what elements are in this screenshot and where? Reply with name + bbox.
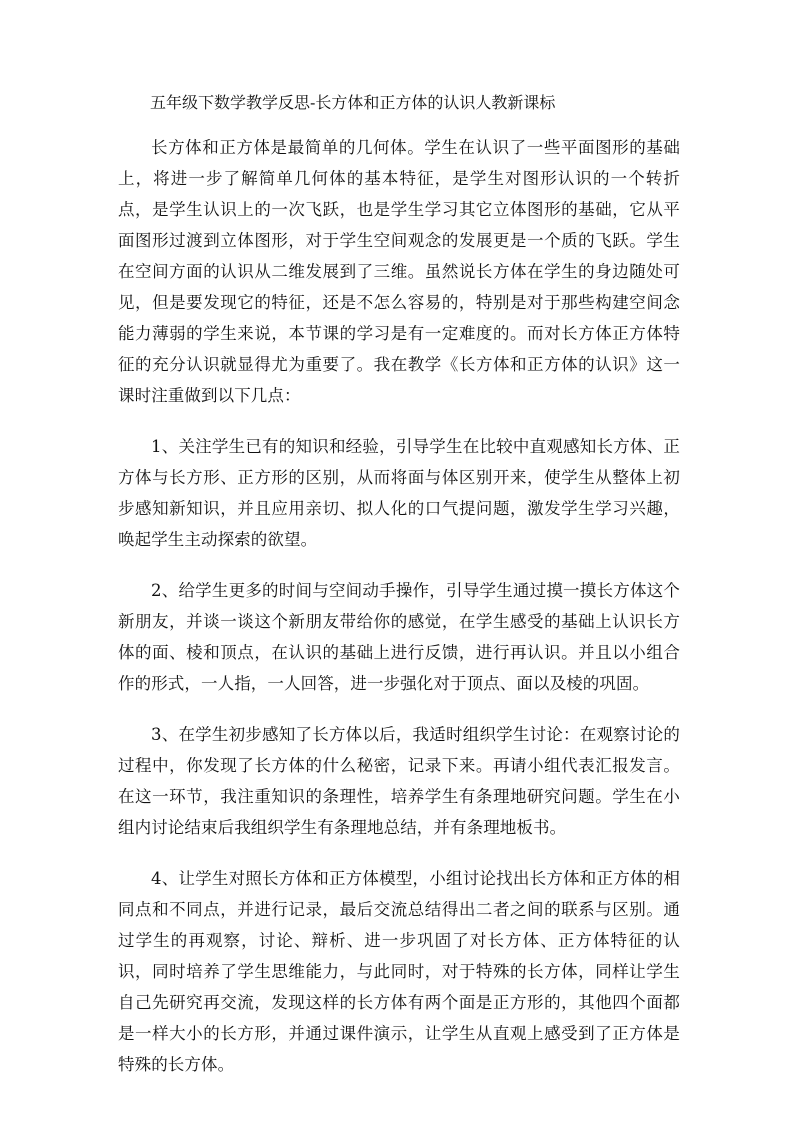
paragraph-point-1: 1、关注学生已有的知识和经验，引导学生在比较中直观感知长方体、正方体与长方形、正方形的区别，从而将面与体区别开来，使学生从整体上初步感知新知识，并且应用亲切、拟人化的口气提问题，激发学生学习兴趣，唤起学生主动探索的欲望。 <box>118 437 680 549</box>
document-title: 五年级下数学教学反思-长方体和正方体的认识人教新课标 <box>150 93 556 112</box>
paragraph-point-2: 2、给学生更多的时间与空间动手操作，引导学生通过摸一摸长方体这个新朋友，并谈一谈这个新朋友带给你的感觉，在学生感受的基础上认识长方体的面、棱和顶点，在认识的基础上进行反馈，进行再认识。并且以小组合作的形式，一人指，一人回答，进一步强化对于顶点、面以及棱的巩固。 <box>118 581 680 693</box>
document-body <box>118 92 680 1080</box>
paragraph-point-4: 4、让学生对照长方体和正方体模型，小组讨论找出长方体和正方体的相同点和不同点，并进行记录，最后交流总结得出二者之间的联系与区别。通过学生的再观察，讨论、辩析、进一步巩固了对长方体、正方体特征的认识，同时培养了学生思维能力，与此同时，对于特殊的长方体，同样让学生自己先研究再交流，发现这样的长方体有两个面是正方形的，其他四个面都是一样大小的长方形，并通过课件演示，让学生从直观上感受到了正方体是特殊的长方体。 <box>118 869 680 1074</box>
paragraph-point-3: 3、在学生初步感知了长方体以后，我适时组织学生讨论：在观察讨论的过程中，你发现了长方体的什么秘密，记录下来。再请小组代表汇报发言。在这一环节，我注重知识的条理性，培养学生有条理地研究问题。学生在小组内讨论结束后我组织学生有条理地总结，并有条理地板书。 <box>118 725 680 837</box>
paragraph-intro: 长方体和正方体是最简单的几何体。学生在认识了一些平面图形的基础上，将进一步了解简单几何体的基本特征，是学生对图形认识的一个转折点，是学生认识上的一次飞跃，也是学生学习其它立体图形的基础，它从平面图形过渡到立体图形，对于学生空间观念的发展更是一个质的飞跃。学生在空间方面的认识从二维发展到了三维。虽然说长方体在学生的身边随处可见，但是要发现它的特征，还是不怎么容易的，特别是对于那些构建空间念能力薄弱的学生来说，本节课的学习是有一定难度的。而对长方体正方体特征的充分认识就显得尤为重要了。我在教学《长方体和正方体的认识》这一课时注重做到以下几点： <box>118 138 680 405</box>
